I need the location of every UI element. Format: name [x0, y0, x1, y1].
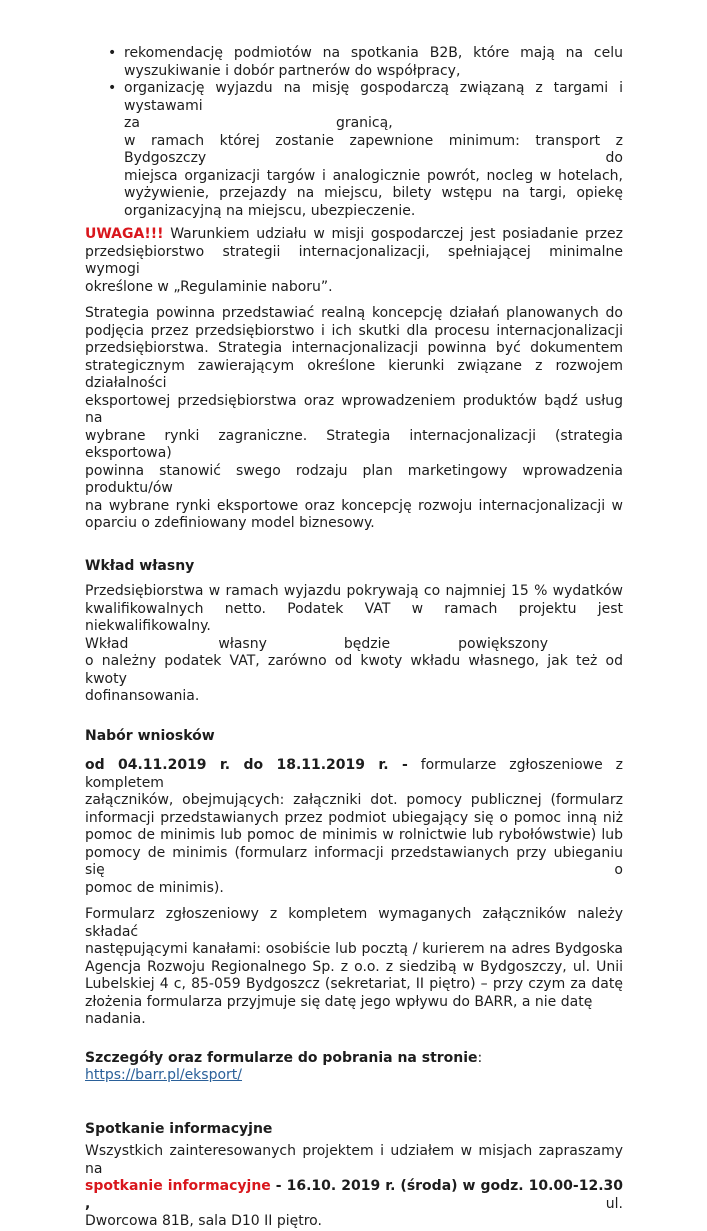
text-line	[85, 583, 623, 601]
text-run: następującymi kanałami: osobiście lub pocztą / kurierem na adres Bydgoska	[85, 941, 623, 957]
text-run: Wszystkich zainteresowanych projektem i udziałem w misjach zapraszamy na	[85, 1143, 623, 1177]
text-line	[124, 63, 623, 81]
text-run: Lubelskiej 4 c, 85-059 Bydgoszcz (sekretariat, II piętro) – przy czym za datę	[85, 976, 623, 992]
text-run: organizacyjną na miejscu, ubezpieczenie.	[124, 202, 416, 219]
text-line	[85, 428, 623, 463]
text-line	[85, 941, 623, 959]
text-run: określone w „Regulaminie naboru”.	[85, 278, 333, 295]
heading-nabor-wnioskow: Nabór wniosków	[85, 727, 215, 744]
text-run: organizację wyjazdu na misję gospodarczą związaną z targami i wystawami	[124, 80, 623, 114]
text-run: przedsiębiorstwo strategii internacjonalizacji, spełniającej minimalne wymogi	[85, 243, 623, 277]
justify-gap	[128, 647, 218, 648]
text-run: miejsca organizacji targów i analogicznie powrót, nocleg w hotelach,	[124, 167, 623, 184]
text-run: wybrane rynki zagraniczne. Strategia internacjonalizacji (strategia eksportowa)	[85, 427, 623, 461]
text-line	[124, 203, 623, 221]
text-run: pomoc de minimis lub pomoc de minimis w rolnictwie lub rybołówstwie) lub	[85, 827, 623, 843]
text-run: w ramach której zostanie zapewnione minimum: transport z Bydgoszczy do	[124, 132, 623, 166]
text-run: podjęcia przez przedsiębiorstwo i ich skutki dla procesu internacjonalizacji	[85, 322, 623, 339]
bold-text: od 04.11.2019 r. do 18.11.2019 r. -	[85, 757, 408, 773]
text-line	[85, 226, 623, 244]
text-line	[124, 80, 623, 115]
nabor-dates-paragraph	[85, 757, 623, 897]
spotkanie-paragraph	[85, 1143, 623, 1231]
text-run: Strategia powinna przedstawiać realną koncepcję działań planowanych do	[85, 305, 623, 321]
text-run: wyszukiwanie i dobór partnerów do współpracy,	[124, 62, 461, 79]
eksport-link[interactable]: https://barr.pl/eksport/	[85, 1067, 243, 1083]
text-run: na wybrane rynki eksportowe oraz koncepcję rozwoju internacjonalizacji w	[85, 497, 623, 514]
text-run: przedsiębiorstwa. Strategia internacjonalizacji powinna być dokumentem	[85, 340, 623, 356]
uwaga-paragraph	[85, 226, 623, 296]
text-run: granicą,	[335, 115, 393, 131]
bold-text: - 16.10. 2019 r. (środa) w godz. 10.00-12.30 ,	[85, 1178, 623, 1212]
strategy-paragraph	[85, 305, 623, 533]
text-run: rekomendację podmiotów na spotkania B2B, które mają na celu	[124, 45, 623, 61]
text-line	[85, 1213, 623, 1231]
text-run: za	[124, 115, 140, 131]
text-run: o należny podatek VAT, zarówno od kwoty wkładu własnego, jak też od kwoty	[85, 653, 623, 687]
text-line	[85, 393, 623, 428]
text-run: własny	[218, 635, 267, 652]
text-line	[124, 168, 623, 186]
text-line	[85, 279, 623, 297]
text-run: pomoc de minimis).	[85, 879, 224, 896]
text-run: ul.	[90, 1195, 623, 1212]
text-run: wyżywienie, przejazdy na miejscu, bilety wstępu na targi, opiekę	[124, 185, 623, 201]
text-line	[124, 133, 623, 168]
text-run: pomocy de minimis (formularz informacji przedstawianych przy ubieganiu się o	[85, 844, 623, 878]
text-line	[124, 115, 623, 133]
text-run: :	[477, 1049, 483, 1066]
text-line	[85, 323, 623, 341]
text-line	[85, 810, 623, 828]
text-line	[85, 1050, 623, 1085]
justify-gap	[140, 126, 336, 127]
bullet-item	[85, 80, 623, 220]
text-line	[85, 845, 623, 880]
text-run: dofinansowania.	[85, 688, 200, 704]
text-line	[85, 1178, 623, 1213]
heading-spotkanie-informacyjne: Spotkanie informacyjne	[85, 1120, 273, 1137]
text-line	[85, 994, 623, 1029]
bullet-item	[85, 45, 623, 80]
text-line	[85, 515, 623, 533]
text-line	[124, 45, 623, 63]
text-run: strategicznym zawierającym określone kierunki związane z rozwojem działalności	[85, 357, 623, 391]
text-run: Formularz zgłoszeniowy z kompletem wymaganych załączników należy składać	[85, 906, 623, 940]
text-run: formularze zgłoszeniowe z kompletem	[85, 757, 624, 791]
details-link-line	[85, 1050, 623, 1085]
text-line	[85, 976, 623, 994]
text-line	[85, 305, 623, 323]
text-line	[85, 358, 623, 393]
text-run: oparciu o zdefiniowany model biznesowy.	[85, 515, 375, 531]
text-run: powinna stanowić swego rodzaju plan marketingowy wprowadzenia produktu/ów	[85, 462, 623, 496]
text-run: Wkład	[85, 635, 129, 652]
text-run: załączników, obejmujących: załączniki dot. pomocy publicznej (formularz	[85, 792, 623, 808]
text-run: Agencja Rozwoju Regionalnego Sp. z o.o. z siedzibą w Bydgoszczy, ul. Unii	[85, 958, 623, 975]
text-line	[85, 463, 623, 498]
text-run: będzie	[343, 635, 391, 652]
text-run: złożenia formularza przyjmuje się datę jego wpływu do BARR, a nie datę nadania.	[85, 993, 593, 1027]
text-line	[85, 959, 623, 977]
text-run: informacji przedstawianych przez podmiot ubiegający się o pomoc inną niż	[85, 809, 623, 826]
formularz-paragraph	[85, 906, 623, 1029]
red-bold-text: UWAGA!!!	[85, 226, 164, 242]
text-line	[85, 792, 623, 810]
text-run: Przedsiębiorstwa w ramach wyjazdu pokrywają co najmniej 15 % wydatków	[85, 583, 623, 599]
text-line	[85, 688, 623, 706]
text-line	[85, 1143, 623, 1178]
text-line	[85, 244, 623, 279]
red-bold-text: spotkanie informacyjne	[85, 1178, 271, 1194]
intro-bullet-list	[85, 45, 623, 220]
text-run: Dworcowa 81B, sala D10 II piętro.	[85, 1213, 322, 1229]
text-line	[85, 880, 623, 898]
text-run: powiększony	[458, 635, 549, 652]
text-line	[85, 498, 623, 516]
text-line	[124, 185, 623, 203]
text-line	[85, 601, 623, 636]
text-line	[85, 653, 623, 688]
justify-gap	[390, 647, 458, 648]
wklad-paragraph	[85, 583, 623, 706]
text-run: Warunkiem udziału w misji gospodarczej jest posiadanie przez	[163, 226, 623, 242]
text-line	[85, 757, 623, 792]
heading-wklad-wlasny: Wkład własny	[85, 557, 195, 574]
text-run: kwalifikowalnych netto. Podatek VAT w ramach projektu jest niekwalifikowalny.	[85, 600, 623, 634]
text-line	[85, 340, 623, 358]
text-run: eksportowej przedsiębiorstwa oraz wprowadzeniem produktów bądź usług na	[85, 392, 623, 426]
bold-text: Szczegóły oraz formularze do pobrania na stronie	[85, 1049, 478, 1066]
text-line	[85, 636, 623, 654]
text-line	[85, 906, 623, 941]
text-line	[85, 827, 623, 845]
justify-gap	[267, 647, 344, 648]
